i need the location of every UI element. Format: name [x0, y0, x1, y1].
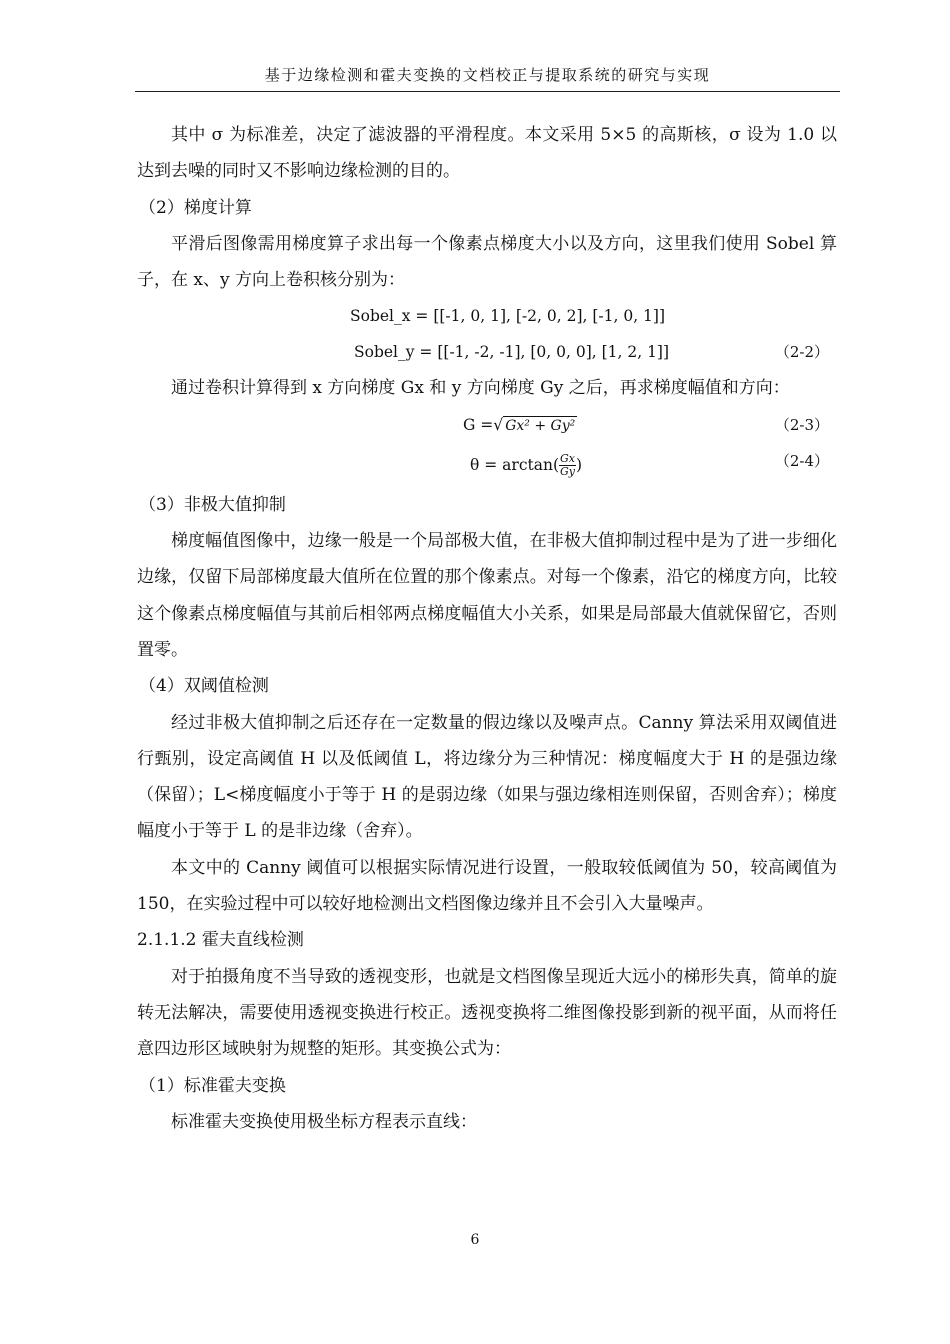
- header-rule: [135, 91, 840, 92]
- sobel-x-expression: Sobel_x = [[-1, 0, 1], [-2, 0, 2], [-1, 0, 1]]: [350, 307, 666, 326]
- paragraph-double-threshold: 经过非极大值抑制之后还存在一定数量的假边缘以及噪声点。Canny 算法采用双阈值进行甄别，设定高阈值 H 以及低阈值 L，将边缘分为三种情况：梯度幅度大于 H 的是强边缘（保留）；L<梯度幅度小于等于 H 的是弱边缘（如果与强边缘相连则保留，否则舍弃）；梯度幅度小于等于 L 的是非边缘（舍弃）。: [137, 712, 837, 842]
- page-body: [137, 117, 837, 1140]
- equation-number-2-2: （2-2）: [774, 343, 829, 362]
- equation-direction: [137, 443, 837, 487]
- equation-number-2-4: （2-4）: [774, 451, 829, 470]
- direction-lhs: θ = arctan(: [470, 455, 560, 474]
- heading-nms: （3）非极大值抑制: [139, 494, 286, 515]
- direction-close: ): [576, 455, 583, 474]
- heading-standard-hough: （1）标准霍夫变换: [139, 1075, 286, 1096]
- equation-sobel-x: [137, 298, 837, 334]
- heading-hough-line: 2.1.1.2 霍夫直线检测: [137, 930, 304, 951]
- page-number: 6: [470, 1232, 480, 1248]
- paragraph-canny-threshold: 本文中的 Canny 阈值可以根据实际情况进行设置，一般取较低阈值为 50，较高阈值为 150，在实验过程中可以较好地检测出文档图像边缘并且不会引入大量噪声。: [137, 857, 837, 915]
- fraction-denominator: Gy: [560, 465, 576, 479]
- magnitude-lhs: G =: [463, 415, 494, 434]
- sobel-y-expression: Sobel_y = [[-1, -2, -1], [0, 0, 0], [1, 2, 1]]: [354, 343, 670, 362]
- magnitude-radicand: 𝐺𝑥² + 𝐺𝑦²: [505, 417, 576, 434]
- paragraph-magnitude: 通过卷积计算得到 x 方向梯度 Gx 和 y 方向梯度 Gy 之后，再求梯度幅值和方向：: [171, 378, 790, 399]
- direction-fraction: [559, 453, 576, 478]
- paragraph-perspective: 对于拍摄角度不当导致的透视变形，也就是文档图像呈现近大远小的梯形失真，简单的旋转无法解决，需要使用透视变换进行校正。透视变换将二维图像投影到新的视平面，从而将任意四边形区域映射为规整的矩形。其变换公式为：: [137, 966, 837, 1060]
- heading-gradient: （2）梯度计算: [139, 197, 252, 218]
- paragraph-sigma: 其中 σ 为标准差，决定了滤波器的平滑程度。本文采用 5×5 的高斯核，σ 设为 1.0 以达到去噪的同时又不影响边缘检测的目的。: [137, 125, 837, 182]
- equation-magnitude: [137, 407, 837, 443]
- paragraph-polar: 标准霍夫变换使用极坐标方程表示直线：: [171, 1111, 477, 1132]
- running-header: 基于边缘检测和霍夫变换的文档校正与提取系统的研究与实现: [264, 66, 711, 84]
- paragraph-nms: 梯度幅值图像中，边缘一般是一个局部极大值，在非极大值抑制过程中是为了进一步细化边缘，仅留下局部梯度最大值所在位置的那个像素点。对每一个像素，沿它的梯度方向，比较这个像素点梯度幅值与其前后相邻两点梯度幅值大小关系，如果是局部最大值就保留它，否则置零。: [137, 531, 837, 660]
- equation-sobel-y: [137, 334, 837, 370]
- paragraph-gradient: 平滑后图像需用梯度算子求出每一个像素点梯度大小以及方向，这里我们使用 Sobel 算子，在 x、y 方向上卷积核分别为：: [137, 233, 837, 291]
- fraction-numerator: Gx: [560, 452, 576, 466]
- heading-double-threshold: （4）双阈值检测: [139, 676, 269, 697]
- equation-number-2-3: （2-3）: [774, 415, 829, 434]
- sqrt-symbol: √: [493, 415, 504, 434]
